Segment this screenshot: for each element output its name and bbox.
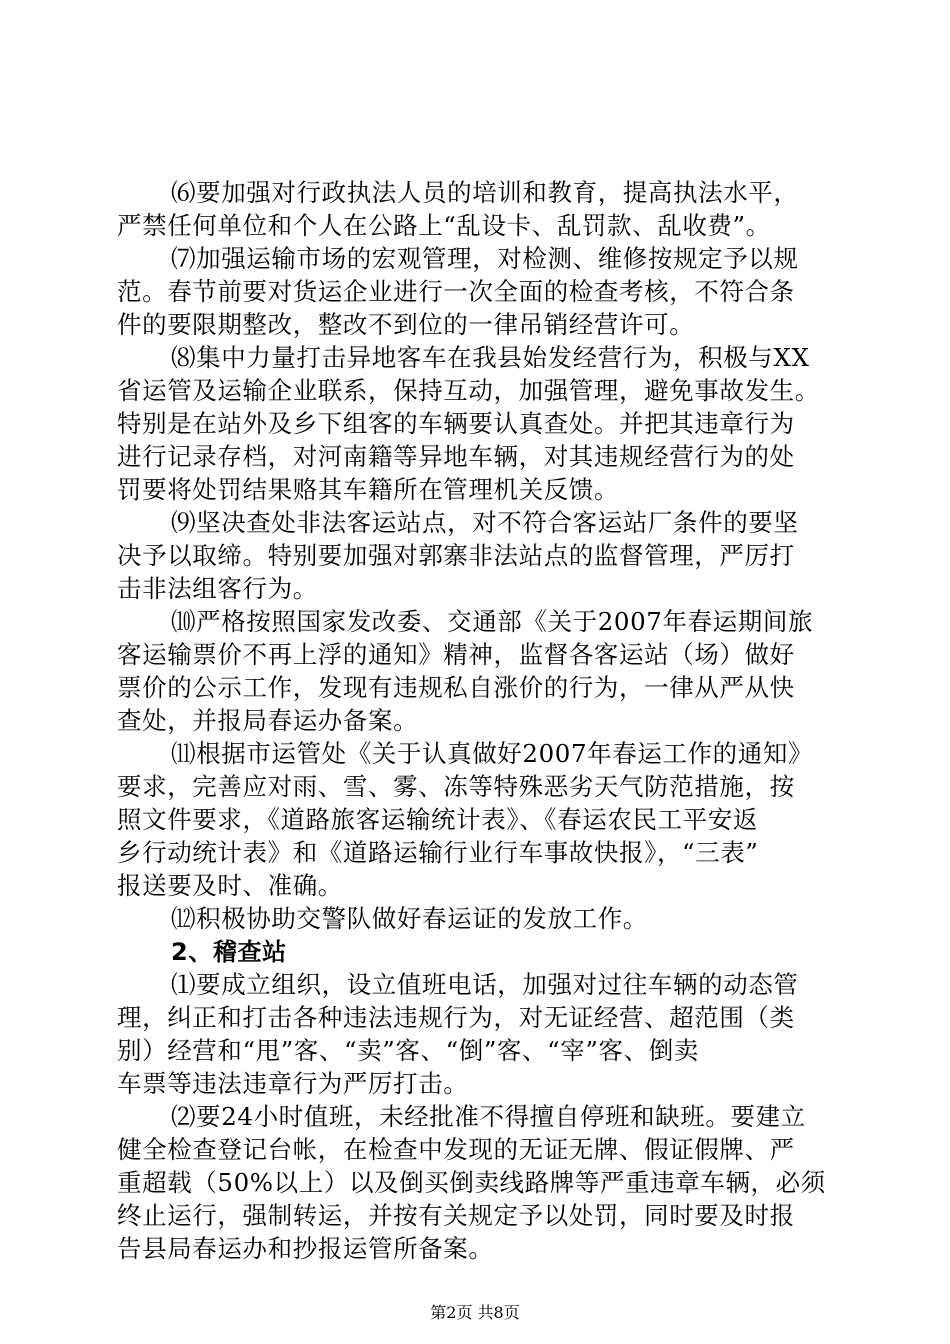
text-line: 查处，并报局春运办备案。 xyxy=(117,706,419,735)
text-line: ⑺加强运输市场的宏观管理，对检测、维修按规定予以规 xyxy=(171,244,799,273)
text-line: ⑵要24小时值班，未经批准不得擅自停班和缺班。要建立 xyxy=(171,1102,806,1131)
section-heading: 2、稽查站 xyxy=(171,938,287,966)
text-line: 特别是在站外及乡下组客的车辆要认真查处。并把其违章行为 xyxy=(117,409,795,438)
text-line: 省运管及运输企业联系，保持互动，加强管理，避免事故发生。 xyxy=(117,376,820,405)
text-line: 乡行动统计表》和《道路运输行业行车事故快报》，“三表” xyxy=(117,838,759,867)
page-footer: 第2页 共8页 xyxy=(430,1303,520,1322)
text-line: 击非法组客行为。 xyxy=(117,574,318,603)
text-line: 报送要及时、准确。 xyxy=(117,871,343,900)
text-line: ⑴要成立组织，设立值班电话，加强对过往车辆的动态管 xyxy=(171,970,799,999)
text-line: 车票等违法违章行为严厉打击。 xyxy=(117,1069,469,1098)
text-line: 罚要将处罚结果赂其车籍所在管理机关反馈。 xyxy=(117,475,619,504)
text-line: 照文件要求，《道路旅客运输统计表》、《春运农民工平安返 xyxy=(117,805,758,834)
text-line: 进行记录存档，对河南籍等异地车辆，对其违规经营行为的处 xyxy=(117,442,795,471)
text-line: ⑻集中力量打击异地客车在我县始发经营行为，积极与XX xyxy=(171,343,810,372)
text-line: ⑽严格按照国家发改委、交通部《关于2007年春运期间旅 xyxy=(171,607,814,636)
text-line: 件的要限期整改，整改不到位的一律吊销经营许可。 xyxy=(117,310,695,339)
text-line: 票价的公示工作，发现有违规私自涨价的行为，一律从严从快 xyxy=(117,673,795,702)
text-line: 理，纠正和打击各种违法违规行为，对无证经营、超范围（类 xyxy=(117,1003,795,1032)
text-line: ⑼坚决查处非法客运站点，对不符合客运站厂条件的要坚 xyxy=(171,508,799,537)
text-line: 范。春节前要对货运企业进行一次全面的检查考核，不符合条 xyxy=(117,277,795,306)
text-line: ⑾根据市运管处《关于认真做好2007年春运工作的通知》 xyxy=(171,739,814,768)
text-line: 要求，完善应对雨、雪、雾、冻等特殊恶劣天气防范措施，按 xyxy=(117,772,795,801)
text-line: ⑹要加强对行政执法人员的培训和教育，提高执法水平， xyxy=(171,178,799,207)
text-line: 决予以取缔。特别要加强对郭寨非法站点的监督管理，严厉打 xyxy=(117,541,795,570)
text-line: ⑿积极协助交警队做好春运证的发放工作。 xyxy=(171,904,648,933)
text-line: 健全检查登记台帐，在检查中发现的无证无牌、假证假牌、严 xyxy=(117,1135,795,1164)
text-line: 重超载（50%以上）以及倒买倒卖线路牌等严重违章车辆，必须 xyxy=(117,1168,826,1197)
text-line: 终止运行，强制转运，并按有关规定予以处罚，同时要及时报 xyxy=(117,1201,795,1230)
text-line: 客运输票价不再上浮的通知》精神，监督各客运站（场）做好 xyxy=(117,640,795,669)
text-line: 别）经营和“甩”客、“卖”客、“倒”客、“宰”客、倒卖 xyxy=(117,1036,699,1065)
text-line: 严禁任何单位和个人在公路上“乱设卡、乱罚款、乱收费”。 xyxy=(117,211,771,240)
text-line: 告县局春运办和抄报运管所备案。 xyxy=(117,1234,494,1263)
